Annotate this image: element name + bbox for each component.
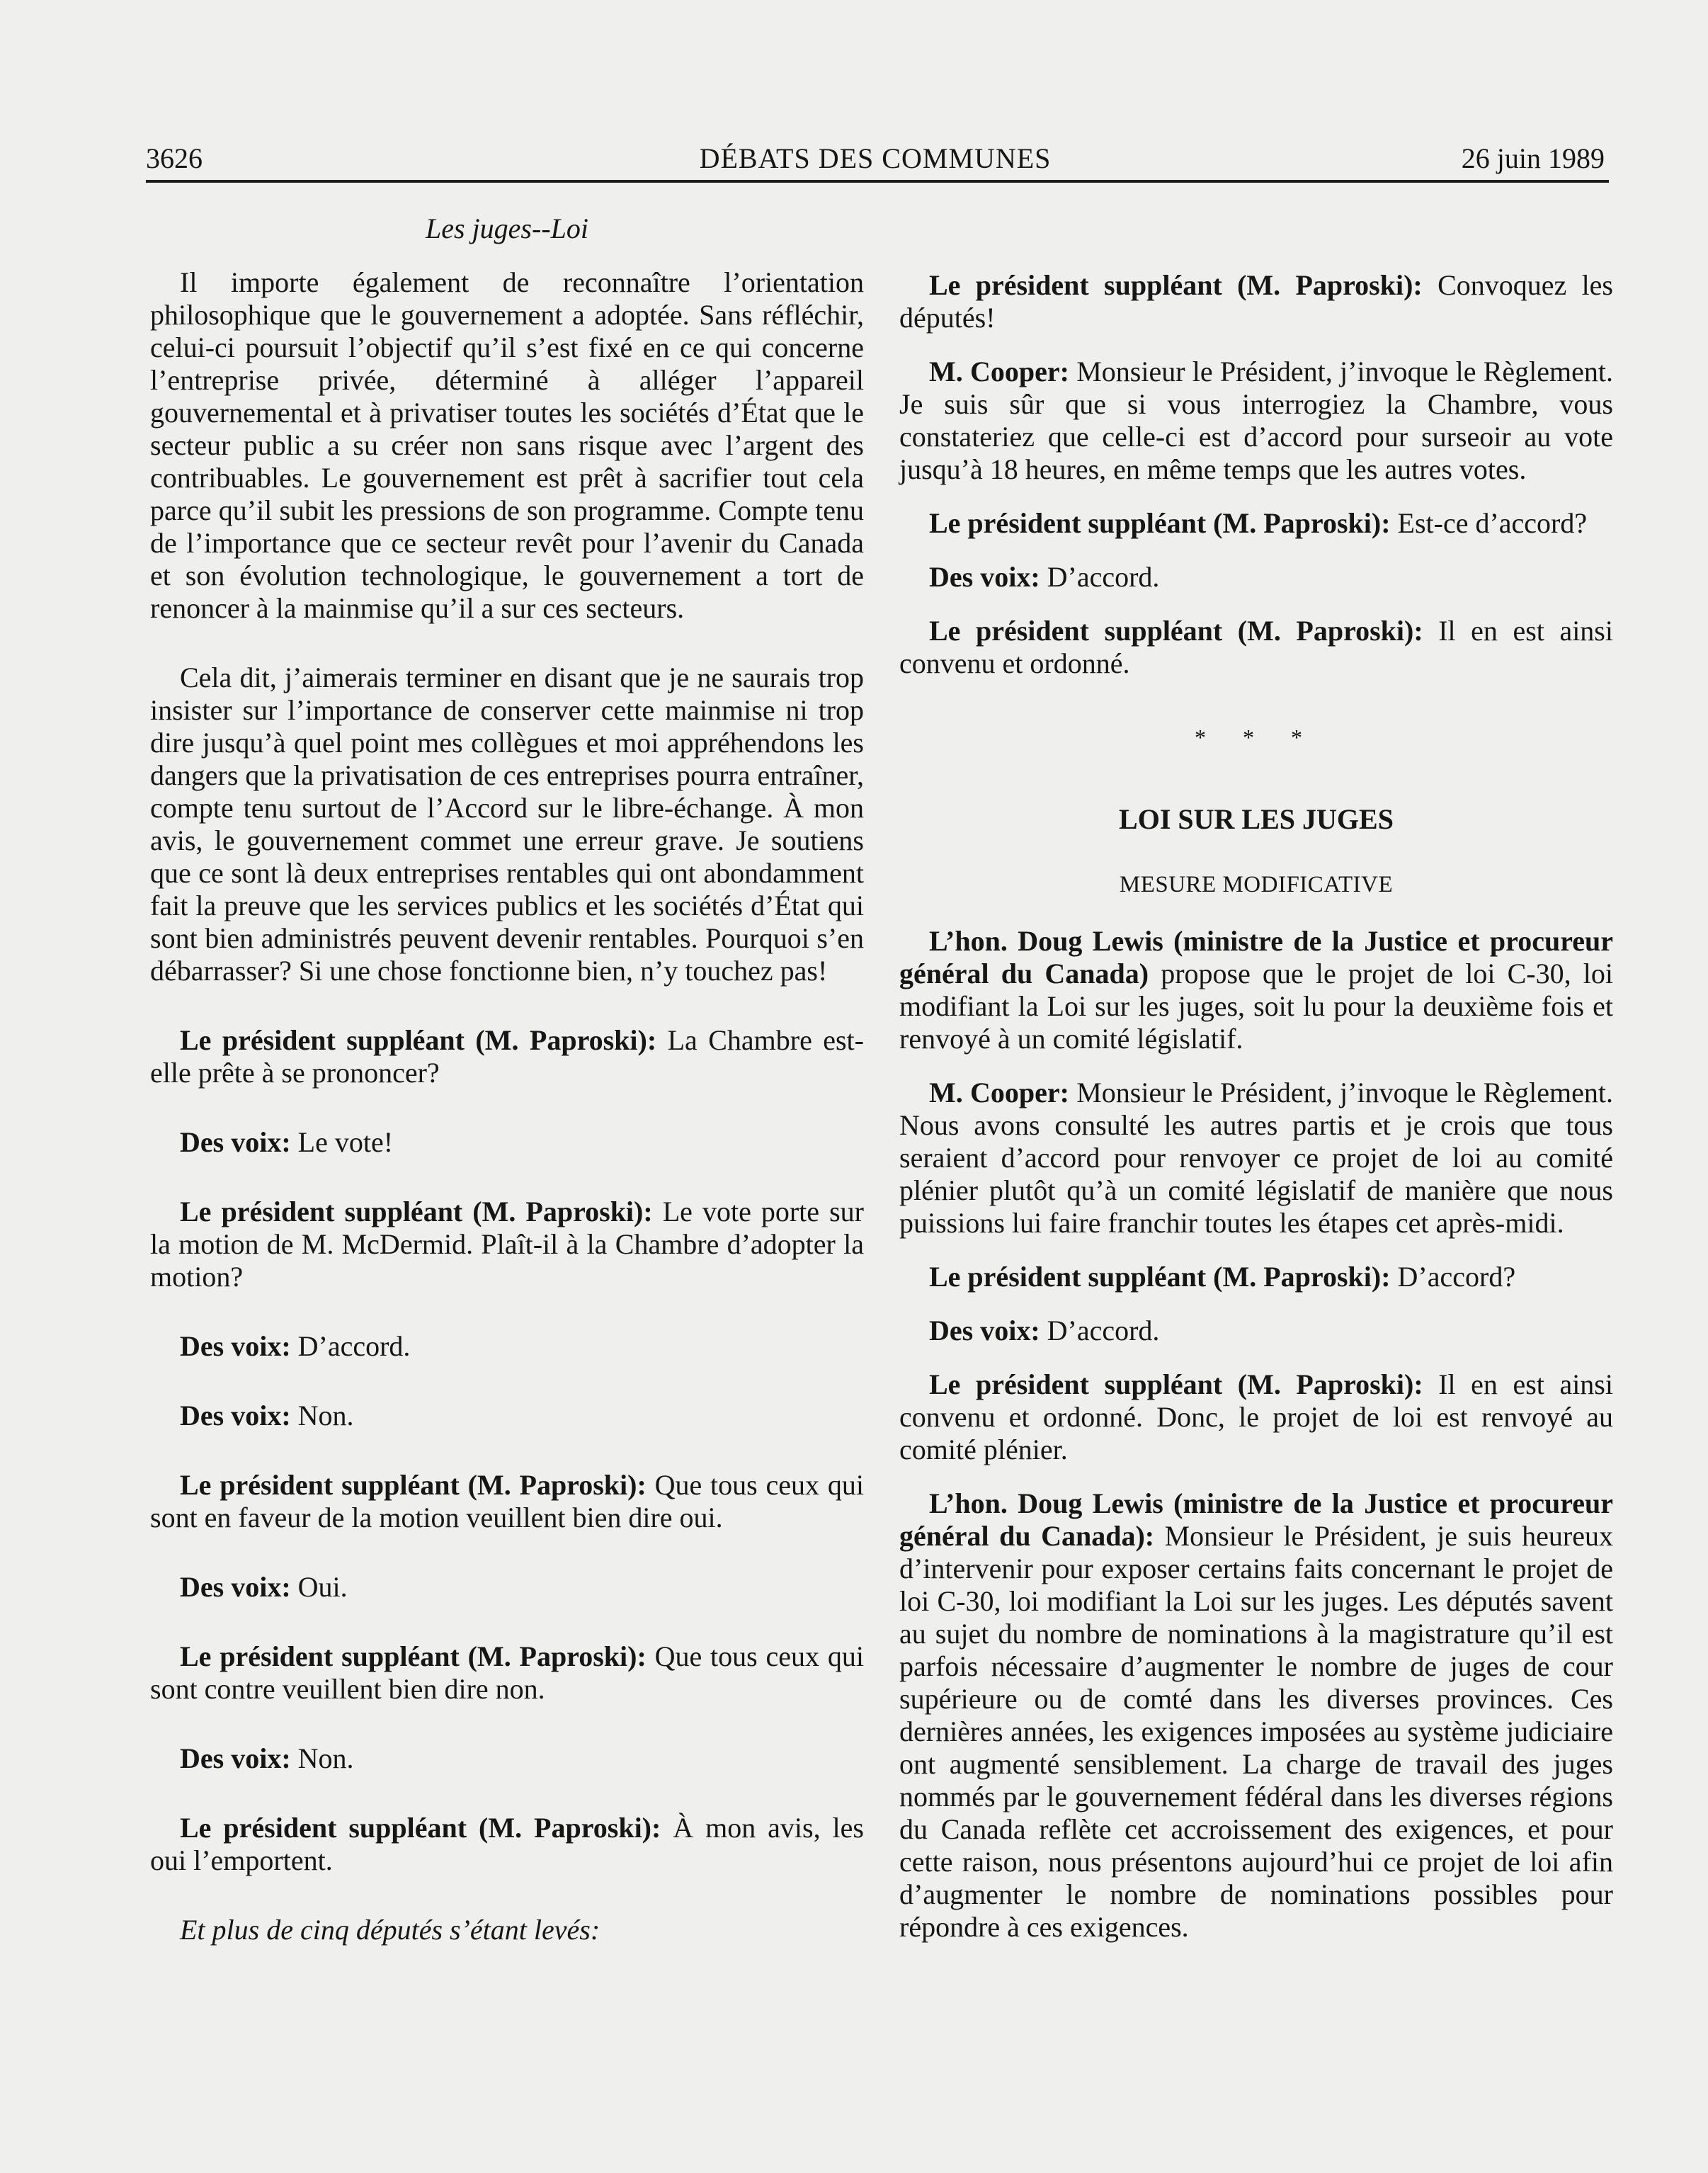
speech: L’hon. Doug Lewis (ministre de la Justice et procureur général du Canada): Monsieur le Président, je suis heureux d’intervenir pour exposer certains faits concernant le projet de loi C-30, loi modifiant la Loi sur les juges. Les députés savent au sujet du nombre de nominations à la magistrature qu’il est parfois nécessaire d’augmenter le nombre de juges de cour supérieure ou de comté dans les diverses provinces. Ces dernières années, les exigences imposées au système judiciaire ont augmenté sensiblement. La charge de travail des juges nommés par le gouvernement fédéral dans les diverses régions du Canada reflète cet accroissement des exigences, et pour cette raison, nous présentons aujourd’hui ce projet de loi afin d’augmenter le nombre de nominations possibles pour répondre à ces exigences. <box>899 1487 1613 1943</box>
section-title: LOI SUR LES JUGES <box>1119 803 1394 835</box>
header-rule <box>146 180 1609 183</box>
speech: M. Cooper: Monsieur le Président, j’invoque le Règlement. Je suis sûr que si vous interrogiez la Chambre, vous constateriez que celle-ci est d’accord pour surseoir au vote jusqu’à 18 heures, en même temps que les autres votes. <box>899 356 1613 485</box>
page-header <box>146 139 1605 178</box>
speech: Des voix: Non. <box>180 1400 354 1431</box>
speaker: Des voix: <box>180 1330 291 1362</box>
speaker: Des voix: <box>180 1400 291 1431</box>
speech: Des voix: Non. <box>180 1742 354 1774</box>
speech: L’hon. Doug Lewis (ministre de la Justice et procureur général du Canada) propose que le projet de loi C-30, loi modifiant la Loi sur les juges, soit lu pour la deuxième fois et renvoyé à un comité législatif. <box>899 925 1613 1055</box>
speaker: Le président suppléant (M. Paproski): <box>180 1024 657 1056</box>
speaker: Le président suppléant (M. Paproski): <box>929 1261 1391 1293</box>
running-title: Les juges--Loi <box>426 212 588 244</box>
stage-direction: Et plus de cinq députés s’étant levés: <box>180 1914 600 1946</box>
speech: Des voix: D’accord. <box>929 561 1160 593</box>
speech: Le président suppléant (M. Paproski): Il en est ainsi convenu et ordonné. Donc, le projet de loi est renvoyé au comité plénier. <box>899 1368 1613 1465</box>
speaker: Le président suppléant (M. Paproski): <box>180 1196 653 1227</box>
speaker: Le président suppléant (M. Paproski): <box>180 1812 661 1844</box>
issue-date: 26 juin 1989 <box>1461 142 1605 174</box>
speaker: Des voix: <box>180 1126 291 1158</box>
speech: Le président suppléant (M. Paproski): Convoquez les députés! <box>899 269 1614 334</box>
speech: Le président suppléant (M. Paproski): D’accord? <box>929 1261 1516 1293</box>
speech: Le président suppléant (M. Paproski): Est-ce d’accord? <box>929 507 1588 539</box>
paragraph: Cela dit, j’aimerais terminer en disant que je ne saurais trop insister sur l’importance de conserver cette mainmise ni trop dire jusqu’à quel point mes collègues et moi appréhendons les dangers que la privatisation de ces entreprises pourra entraîner, compte tenu surtout de l’Accord sur le libre-échange. À mon avis, le gouvernement commet une erreur grave. Je soutiens que ce sont là deux entreprises rentables qui ont abondamment fait la preuve que les services publics et les sociétés d’État qui sont bien administrés peuvent devenir rentables. Pourquoi s’en débarrasser? Si une chose fonctionne bien, n’y touchez pas! <box>150 662 864 987</box>
section-separator: * * * <box>1195 725 1318 750</box>
speaker: Le président suppléant (M. Paproski): <box>929 615 1423 647</box>
speech: M. Cooper: Monsieur le Président, j’invoque le Règlement. Nous avons consulté les autres partis et je crois que tous seraient d’accord pour renvoyer ce projet de loi au comité plénier plutôt qu’à un comité législatif de manière que nous puissions lui faire franchir toutes les étapes cet après-midi. <box>899 1077 1613 1239</box>
speech: Le président suppléant (M. Paproski): À mon avis, les oui l’emportent. <box>150 1812 864 1876</box>
speech: Le président suppléant (M. Paproski): Que tous ceux qui sont contre veuillent bien dire non. <box>150 1640 864 1705</box>
speaker: Des voix: <box>180 1742 291 1774</box>
speaker: L’hon. Doug Lewis (ministre de la Justice et procureur général du Canada): <box>899 1487 1613 1552</box>
publication-title: DÉBATS DES COMMUNES <box>699 142 1052 174</box>
speaker: L’hon. Doug Lewis (ministre de la Justice et procureur général du Canada) <box>899 925 1613 989</box>
speech: Des voix: Oui. <box>180 1571 348 1603</box>
speaker: Des voix: <box>929 1315 1040 1346</box>
speaker: M. Cooper: <box>929 1077 1069 1108</box>
page-number: 3626 <box>146 142 203 174</box>
speaker: M. Cooper: <box>929 356 1069 387</box>
speaker: Des voix: <box>929 561 1040 593</box>
paragraph: Il importe également de reconnaître l’orientation philosophique que le gouvernement a adoptée. Sans réfléchir, celui-ci poursuit l’objectif qu’il s’est fixé en ce qui concerne l’entreprise privée, déterminé à alléger l’appareil gouvernemental et à privatiser toutes les sociétés d’État que le secteur public a su créer non sans risque avec l’argent des contribuables. Le gouvernement est prêt à sacrifier tout cela parce qu’il subit les pressions de son programme. Compte tenu de l’importance que ce secteur revêt pour l’avenir du Canada et son évolution technologique, le gouvernement a tort de renoncer à la mainmise qu’il a sur ces secteurs. <box>150 266 864 624</box>
section-subtitle: MESURE MODIFICATIVE <box>1119 872 1394 897</box>
speaker: Le président suppléant (M. Paproski): <box>180 1640 647 1672</box>
speaker: Des voix: <box>180 1571 291 1603</box>
right-column <box>899 269 1613 1965</box>
speech: Le président suppléant (M. Paproski): Il en est ainsi convenu et ordonné. <box>899 615 1613 679</box>
speaker: Le président suppléant (M. Paproski): <box>929 507 1391 539</box>
speech: Des voix: D’accord. <box>929 1315 1160 1346</box>
speaker: Le président suppléant (M. Paproski): <box>929 269 1423 301</box>
speaker: Le président suppléant (M. Paproski): <box>929 1368 1423 1400</box>
speech: Des voix: D’accord. <box>180 1330 411 1362</box>
speaker: Le président suppléant (M. Paproski): <box>180 1469 647 1501</box>
left-column <box>150 212 864 1970</box>
speech: Le président suppléant (M. Paproski): Que tous ceux qui sont en faveur de la motion veuillent bien dire oui. <box>150 1469 864 1533</box>
speech: Des voix: Le vote! <box>180 1126 394 1158</box>
speech: Le président suppléant (M. Paproski): La Chambre est-elle prête à se prononcer? <box>150 1024 864 1089</box>
speech: Le président suppléant (M. Paproski): Le vote porte sur la motion de M. McDermid. Plaît-il à la Chambre d’adopter la motion? <box>150 1196 864 1293</box>
